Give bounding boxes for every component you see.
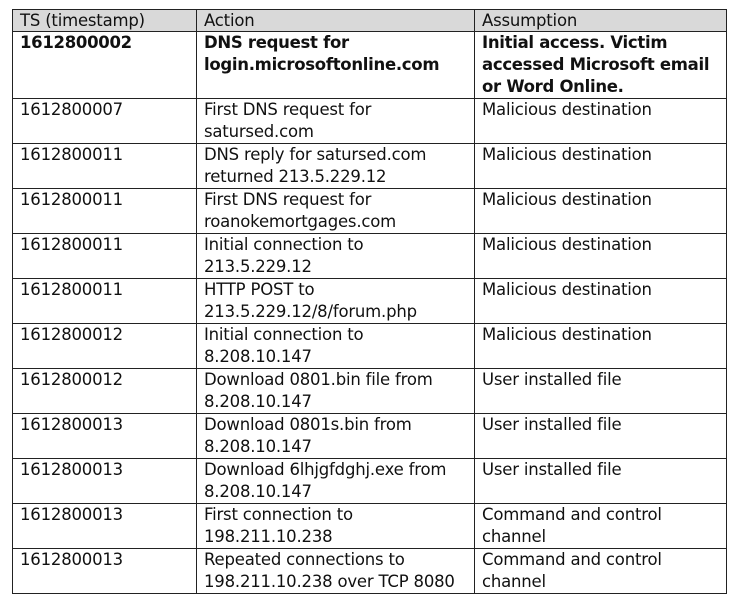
- column-header-timestamp: TS (timestamp): [13, 10, 197, 32]
- cell-timestamp: 1612800007: [13, 99, 197, 144]
- cell-assumption: Malicious destination: [475, 189, 727, 234]
- cell-action: First DNS request for roanokemortgages.com: [197, 189, 475, 234]
- column-header-action: Action: [197, 10, 475, 32]
- table-row: [13, 32, 727, 99]
- cell-assumption: User installed file: [475, 369, 727, 414]
- cell-action: First DNS request for satursed.com: [197, 99, 475, 144]
- cell-assumption: [475, 32, 727, 99]
- cell-timestamp: 1612800011: [13, 279, 197, 324]
- table-header: [13, 10, 727, 32]
- column-header-assumption: Assumption: [475, 10, 727, 32]
- header-row: [13, 10, 727, 32]
- table-row: [13, 504, 727, 549]
- cell-assumption: Malicious destination: [475, 234, 727, 279]
- action-text: DNS request for login.microsoftonline.com: [204, 33, 440, 74]
- cell-action: DNS reply for satursed.com returned 213.5.229.12: [197, 144, 475, 189]
- cell-assumption: User installed file: [475, 414, 727, 459]
- cell-action: Repeated connections to 198.211.10.238 over TCP 8080: [197, 549, 475, 594]
- cell-timestamp: [13, 32, 197, 99]
- cell-action: Download 0801s.bin from 8.208.10.147: [197, 414, 475, 459]
- cell-assumption: Malicious destination: [475, 324, 727, 369]
- table-row: [13, 234, 727, 279]
- cell-timestamp: 1612800011: [13, 189, 197, 234]
- cell-action: First connection to 198.211.10.238: [197, 504, 475, 549]
- cell-timestamp: 1612800013: [13, 414, 197, 459]
- cell-assumption: Command and control channel: [475, 549, 727, 594]
- table-row: [13, 549, 727, 594]
- table-row: [13, 279, 727, 324]
- table-row: [13, 459, 727, 504]
- cell-assumption: Malicious destination: [475, 99, 727, 144]
- cell-action: Download 6lhjgfdghj.exe from 8.208.10.147: [197, 459, 475, 504]
- table-row: [13, 414, 727, 459]
- assumption-text: Initial access. Victim accessed Microsoft email or Word Online.: [482, 33, 710, 96]
- cell-timestamp: 1612800013: [13, 504, 197, 549]
- table-row: [13, 189, 727, 234]
- cell-action: Initial connection to 213.5.229.12: [197, 234, 475, 279]
- cell-assumption: User installed file: [475, 459, 727, 504]
- cell-action: Initial connection to 8.208.10.147: [197, 324, 475, 369]
- incident-timeline-table: [12, 9, 727, 594]
- cell-timestamp: 1612800011: [13, 234, 197, 279]
- table-row: [13, 324, 727, 369]
- timestamp-text: 1612800002: [20, 33, 132, 52]
- cell-action: Download 0801.bin file from 8.208.10.147: [197, 369, 475, 414]
- cell-timestamp: 1612800012: [13, 324, 197, 369]
- cell-action: [197, 32, 475, 99]
- table-body: [13, 32, 727, 594]
- cell-timestamp: 1612800013: [13, 549, 197, 594]
- table-row: [13, 144, 727, 189]
- table-row: [13, 369, 727, 414]
- cell-assumption: Malicious destination: [475, 144, 727, 189]
- cell-assumption: Malicious destination: [475, 279, 727, 324]
- cell-timestamp: 1612800012: [13, 369, 197, 414]
- cell-timestamp: 1612800011: [13, 144, 197, 189]
- table-row: [13, 99, 727, 144]
- cell-timestamp: 1612800013: [13, 459, 197, 504]
- cell-assumption: Command and control channel: [475, 504, 727, 549]
- cell-action: HTTP POST to 213.5.229.12/8/forum.php: [197, 279, 475, 324]
